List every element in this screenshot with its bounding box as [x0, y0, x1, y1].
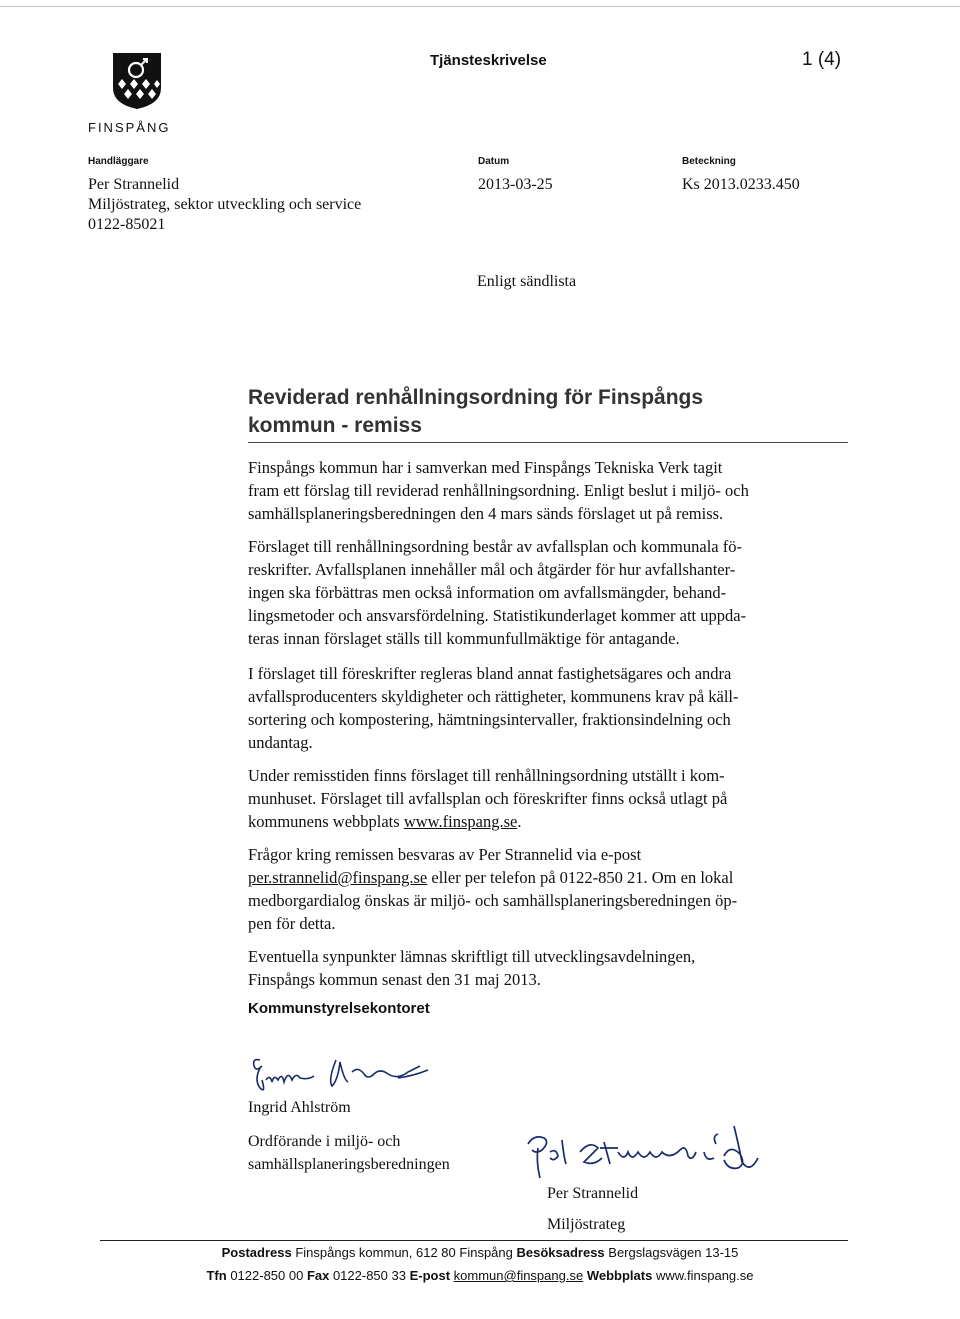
fax-value: 0122-850 33: [329, 1268, 410, 1283]
document-title: [248, 384, 868, 440]
fax-label: Fax: [306, 1268, 330, 1283]
text-line: sortering och kompostering, hämtningsintervaller, fraktionsindelning och: [248, 710, 731, 729]
text-line: Eventuella synpunkter lämnas skriftligt till utvecklingsavdelningen,: [248, 947, 696, 966]
org-name: FINSPÅNG: [88, 120, 171, 135]
handler-label: Handläggare: [88, 156, 149, 167]
text-line: medborgardialog önskas är miljö- och samhällsplaneringsberedningen öp-: [248, 891, 738, 910]
text-line: lingsmetoder och ansvarsfördelning. Statistikunderlaget kommer att uppda-: [248, 606, 747, 625]
handler-title: Miljöstrateg, sektor utveckling och service: [88, 196, 362, 213]
text-line: Finspångs kommun har i samverkan med Finspångs Tekniska Verk tagit: [248, 458, 723, 477]
title-line-2: kommun - remiss: [248, 414, 422, 437]
footer-email-link[interactable]: kommun@finspang.se: [453, 1268, 584, 1283]
email-link[interactable]: per.strannelid@finspang.se: [248, 868, 428, 887]
paragraph-intro: [248, 456, 848, 525]
reference-label: Beteckning: [682, 156, 736, 167]
signer-role-2: Miljöstrateg: [547, 1216, 626, 1233]
email-label: E-post: [409, 1268, 451, 1283]
paragraph-exhibition: [248, 764, 848, 833]
paragraph-regulations: [248, 662, 848, 754]
reference-value: Ks 2013.0233.450: [682, 176, 800, 193]
visit-address-value: Bergslagsvägen 13-15: [604, 1245, 739, 1260]
date-value: 2013-03-25: [478, 176, 553, 193]
footer-divider: [100, 1240, 848, 1241]
text-line: samhällsplaneringsberedningen den 4 mars sänds förslaget ut på remiss.: [248, 504, 724, 523]
text-line: fram ett förslag till reviderad renhållningsordning. Enligt beslut i miljö- och: [248, 481, 749, 500]
document-type: Tjänsteskrivelse: [430, 52, 547, 69]
website-link[interactable]: www.finspang.se: [403, 812, 518, 831]
paragraph-contents: [248, 535, 848, 650]
text-line: Under remisstiden finns förslaget till renhållningsordning utställt i kom-: [248, 766, 725, 785]
body-text: [248, 456, 848, 1001]
phone-label: Tfn: [206, 1268, 227, 1283]
text-line: ingen ska förbättras men också information om avfallsmängder, behand-: [248, 583, 727, 602]
text-line: avfallsproducenters skyldigheter och rättigheter, kommunens krav på käll-: [248, 687, 739, 706]
date-label: Datum: [478, 156, 510, 167]
paragraph-deadline: [248, 945, 848, 991]
municipal-coat-of-arms-icon: [112, 52, 162, 110]
signature-ingrid-icon: [248, 1050, 468, 1105]
text-line: munhuset. Förslaget till avfallsplan och föreskrifter finns också utlagt på: [248, 789, 728, 808]
text-line: undantag.: [248, 733, 313, 752]
footer-contact-line: [0, 1268, 960, 1283]
text-line: reskrifter. Avfallsplanen innehåller mål och åtgärder för hur avfallshanter-: [248, 560, 736, 579]
text-line: pen för detta.: [248, 914, 336, 933]
role-line: samhällsplaneringsberedningen: [248, 1156, 450, 1173]
footer-website-value: www.finspang.se: [652, 1268, 754, 1283]
signer-name-1: Ingrid Ahlström: [248, 1099, 351, 1116]
handler-phone: 0122-85021: [88, 216, 166, 233]
addressee: Enligt sändlista: [477, 273, 577, 290]
website-label: Webbplats: [586, 1268, 653, 1283]
department-name: Kommunstyrelsekontoret: [248, 1000, 430, 1017]
footer-address-line: [0, 1245, 960, 1260]
signer-role-1: [248, 1130, 450, 1176]
page-number: 1 (4): [802, 49, 842, 70]
title-line-1: Reviderad renhållningsordning för Finspångs: [248, 386, 704, 409]
text-line: Förslaget till renhållningsordning består av avfallsplan och kommunala fö-: [248, 537, 742, 556]
postal-address-value: Finspångs kommun, 612 80 Finspång: [291, 1245, 517, 1260]
text-line: Frågor kring remissen besvaras av Per Strannelid via e-post: [248, 845, 642, 864]
text-line: kommunens webbplats: [248, 812, 404, 831]
text-line: I förslaget till föreskrifter regleras bland annat fastighetsägares och andra: [248, 664, 732, 683]
phone-value: 0122-850 00: [226, 1268, 307, 1283]
text-line: teras innan förslaget ställs till kommunfullmäktige för antagande.: [248, 629, 680, 648]
postal-address-label: Postadress: [221, 1245, 292, 1260]
visit-address-label: Besöksadress: [516, 1245, 605, 1260]
paragraph-questions: [248, 843, 848, 935]
top-edge-line: [0, 6, 960, 7]
signer-name-2: Per Strannelid: [547, 1185, 639, 1202]
text-line: eller per telefon på 0122-850 21. Om en lokal: [427, 868, 734, 887]
handler-name: Per Strannelid: [88, 176, 180, 193]
title-divider: [248, 442, 848, 443]
role-line: Ordförande i miljö- och: [248, 1133, 401, 1150]
text-line: .: [517, 812, 522, 831]
signature-per-icon: [520, 1122, 770, 1190]
text-line: Finspångs kommun senast den 31 maj 2013.: [248, 970, 541, 989]
